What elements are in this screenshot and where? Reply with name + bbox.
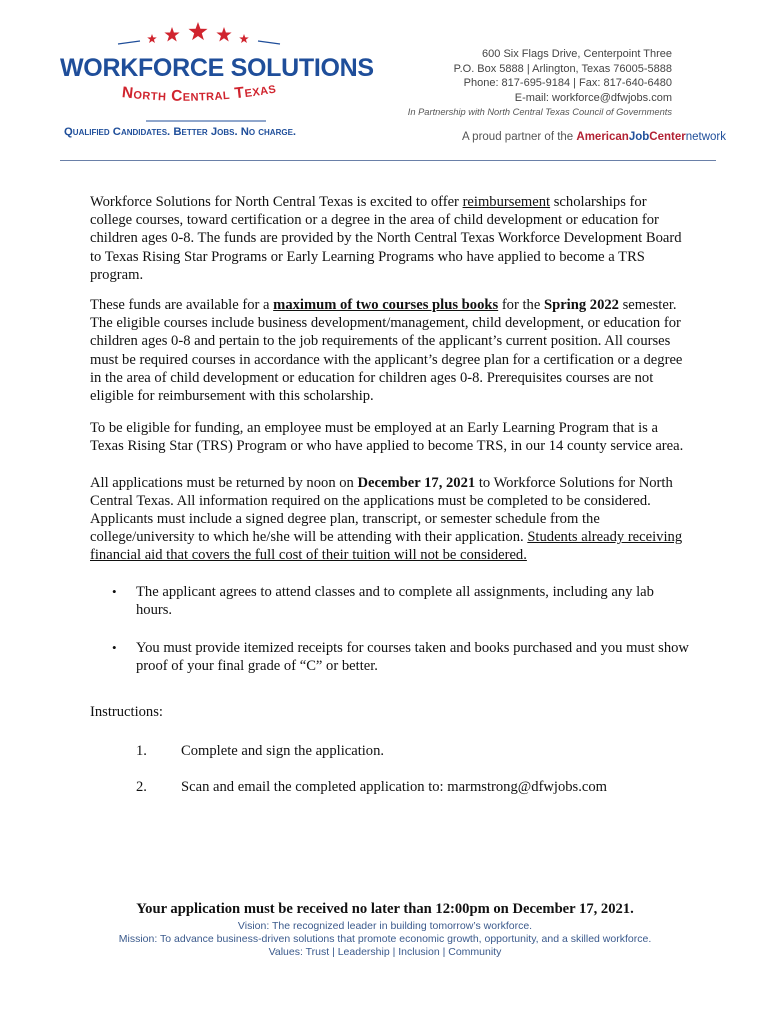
step-text: Complete and sign the application. — [181, 742, 385, 759]
partnership-note: In Partnership with North Central Texas Council of Governments — [407, 107, 672, 117]
funds-semester: Spring 2022 — [543, 297, 619, 314]
deadline-date: December 17, 2021 — [357, 474, 476, 491]
step-number: 2. — [136, 778, 147, 795]
deadline-text-a: All applications must be returned by noon on — [90, 474, 358, 491]
brand-tagline: Qualified Candidates. Better Jobs. No charge. — [64, 126, 297, 138]
financial-aid-note: Students already receiving financial aid that covers the full cost of their tuition will not be considered. — [90, 529, 683, 564]
list-item — [90, 742, 690, 760]
requirement-text: The applicant agrees to attend classes and to complete all assignments, including any lab hours. — [136, 583, 654, 618]
list-item — [90, 778, 690, 796]
contact-block — [408, 47, 672, 120]
paragraph-funds — [90, 296, 690, 405]
bullet-icon: • — [112, 640, 117, 656]
list-item — [90, 583, 690, 619]
funds-text-b: for the — [498, 297, 544, 314]
logo-swoosh-right — [258, 41, 280, 44]
brand-region-textpath: North Central Texas — [121, 79, 278, 105]
instructions-list — [90, 742, 690, 796]
letter-body — [90, 193, 690, 814]
ajc-brand-c: Center — [649, 131, 686, 143]
paragraph-deadline — [90, 474, 690, 565]
star-icon — [147, 34, 157, 43]
ajc-brand — [576, 131, 685, 143]
step-text: Scan and email the completed application to: marmstrong@dfwjobs.com — [181, 778, 608, 795]
star-icon — [189, 22, 208, 40]
application-deadline: Your application must be received no later than 12:00pm on December 17, 2021. — [136, 901, 634, 917]
requirements-list — [90, 583, 690, 676]
star-icon — [216, 27, 231, 41]
contact-phone-fax: Phone: 817-695-9184 | Fax: 817-640-6480 — [463, 77, 672, 89]
paragraph-intro — [90, 193, 690, 284]
paragraph-eligibility: To be eligible for funding, an employee must be employed at an Early Learning Program that is a Texas Rising Star (TRS) Program or who have applied to become TRS, in our 14 county service area. — [90, 420, 684, 455]
mission-statement: Mission: To advance business-driven solutions that promote economic growth, opportunity, and a skilled workforce. — [118, 933, 652, 945]
contact-address: 600 Six Flags Drive, Centerpoint Three — [482, 48, 672, 60]
funds-text-a: These funds are available for a — [90, 297, 274, 314]
step-number: 1. — [136, 742, 147, 759]
footer-statements — [0, 920, 770, 959]
funds-maximum: maximum of two courses plus books — [273, 297, 499, 314]
intro-text-a: Workforce Solutions for North Central Texas is excited to offer — [90, 194, 463, 210]
star-icon — [164, 27, 179, 41]
intro-text-b: scholarships for college courses, toward certification or a degree in the area of child development or education for children ages 0-8. The funds are provided by the North Central Texas Workforce Development Board to Texas Rising Star Programs or Early Learning Programs who have applied to become a TRS program. — [90, 194, 682, 283]
funds-text-c: semester. The eligible courses include business development/management, child development, or education for children ages 0-8 and pertain to the job requirements of the applicant’s current position. All courses must be required courses in accordance with the applicant’s degree plan for a certification or a degree in the area of child development or education for children ages 0-8. Prerequisites courses are not eligible for reimbursement with this scholarship. — [90, 297, 683, 405]
contact-po-box: P.O. Box 5888 | Arlington, Texas 76005-5888 — [453, 62, 672, 75]
brand-name: WORKFORCE SOLUTIONS — [60, 54, 374, 82]
ajc-suffix: network — [685, 131, 726, 143]
header-divider — [60, 160, 716, 161]
vision-statement: Vision: The recognized leader in building tomorrow’s workforce. — [237, 920, 533, 932]
logo-swoosh-left — [118, 41, 140, 44]
values-statement: Values: Trust | Leadership | Inclusion | Community — [268, 946, 502, 958]
requirement-text: You must provide itemized receipts for courses taken and books purchased and you must show proof of your final grade of “C” or better. — [136, 640, 689, 675]
american-job-center-banner — [462, 131, 726, 143]
ajc-brand-a: American — [576, 131, 629, 143]
deadline-text-b: to Workforce Solutions for North Central Texas. All information required on the applications must be completed to be considered. Applicants must include a signed degree plan, transcript, or semester schedule from the college/university to which he/she will be attending with their application. — [90, 474, 673, 546]
star-icon — [239, 34, 249, 43]
contact-email[interactable]: E-mail: workforce@dfwjobs.com — [514, 91, 672, 104]
bullet-icon: • — [112, 583, 117, 599]
workforce-solutions-logo — [60, 22, 374, 147]
intro-reimbursement: reimbursement — [462, 194, 551, 210]
list-item — [90, 639, 690, 675]
brand-region-text — [121, 80, 277, 105]
ajc-prefix: A proud partner of the — [461, 131, 577, 143]
instructions-title: Instructions: — [90, 704, 163, 721]
ajc-brand-b: Job — [628, 131, 650, 143]
